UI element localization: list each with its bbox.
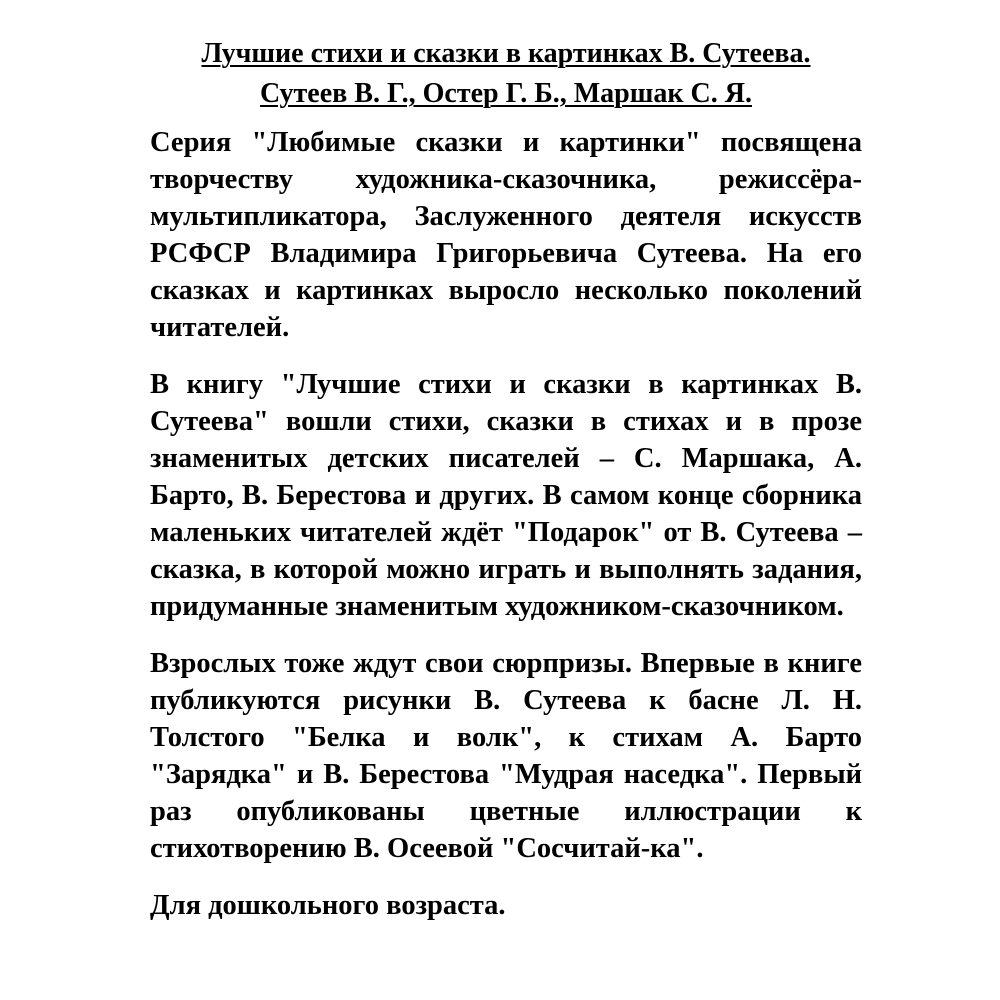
paragraph-surprises: Взрослых тоже ждут свои сюрпризы. Впервые в книге публикуются рисунки В. Сутеева к басне Л. Н. Толстого "Белка и волк", к стихам А. Барто "Зарядка" и В. Берестова "Мудрая наседка". Первый раз опубликованы цветные иллюстрации к стихотворению В. Осеевой "Сосчитай-ка". [150, 648, 862, 864]
paragraph-age: Для дошкольного возраста. [150, 890, 506, 921]
book-title: Лучшие стихи и сказки в картинках В. Сутеева. [201, 38, 811, 69]
paragraph-series: Серия "Любимые сказки и картинки" посвящена творчеству художника-сказочника, режиссёра-мультипликатора, Заслуженного деятеля искусств РСФСР Владимира Григорьевича Сутеева. На его сказках и картинках выросло несколько поколений читателей. [150, 127, 862, 343]
document-body [150, 34, 862, 924]
paragraph-contents: В книгу "Лучшие стихи и сказки в картинках В. Сутеева" вошли стихи, сказки в стихах и в прозе знаменитых детских писателей – С. Маршака, А. Барто, В. Берестова и других. В самом конце сборника маленьких читателей ждёт "Подарок" от В. Сутеева – сказка, в которой можно играть и выполнять задания, придуманные знаменитым художником-сказочником. [150, 369, 862, 622]
book-authors: Сутеев В. Г., Остер Г. Б., Маршак С. Я. [260, 78, 752, 109]
